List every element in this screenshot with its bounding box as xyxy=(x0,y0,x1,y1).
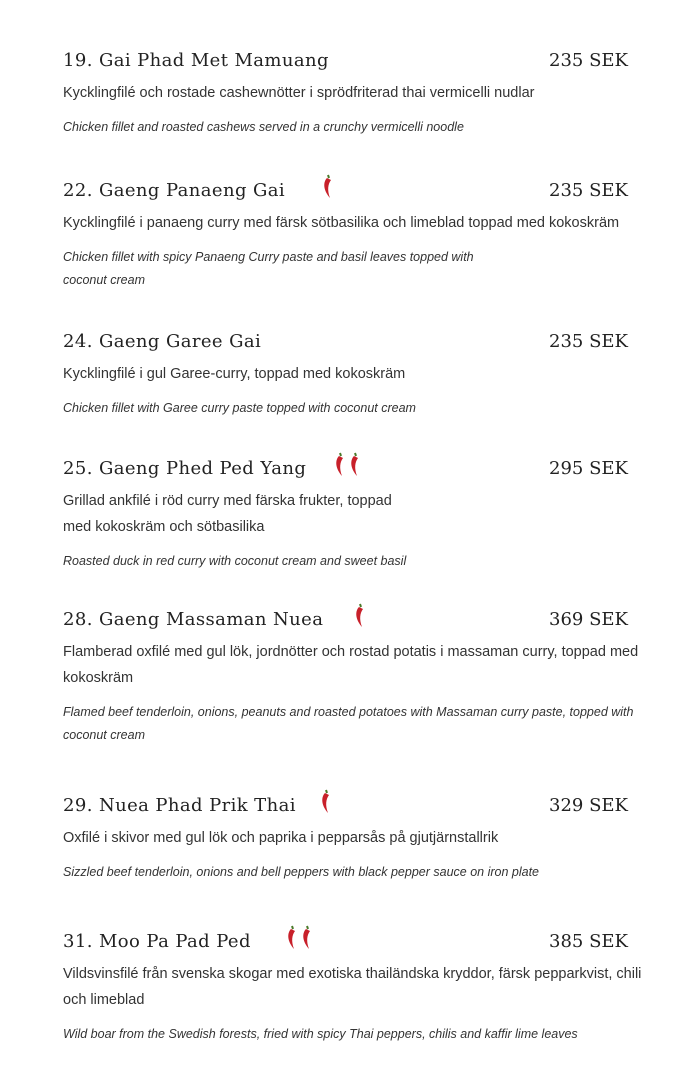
menu-item xyxy=(63,50,643,139)
menu-item xyxy=(63,931,643,1046)
description-swedish: Grillad ankfilé i röd curry med färska frukter, toppad med kokoskräm och sötbasilika xyxy=(63,493,392,535)
dish-price: 235 SEK xyxy=(549,50,628,71)
dish-price: 235 SEK xyxy=(549,180,628,201)
description-swedish: Flamberad oxfilé med gul lök, jordnötter och rostad potatis i massaman curry, toppad med kokoskräm xyxy=(63,644,639,686)
dish-price: 295 SEK xyxy=(549,458,628,479)
description-swedish: Kycklingfilé i gul Garee-curry, toppad med kokoskräm xyxy=(63,366,406,382)
dish-title: 28. Gaeng Massaman Nuea xyxy=(63,609,324,630)
description-english: Sizzled beef tenderloin, onions and bell peppers with black pepper sauce on iron plate xyxy=(63,865,540,879)
dish-title: 29. Nuea Phad Prik Thai xyxy=(63,795,296,816)
description-swedish: Kycklingfilé i panaeng curry med färsk sötbasilika och limeblad toppad med kokoskräm xyxy=(63,215,620,231)
chili-icon xyxy=(348,452,361,478)
description-english: Chicken fillet with spicy Panaeng Curry paste and basil leaves topped with coconut cream xyxy=(63,250,474,287)
menu-item xyxy=(63,458,643,573)
description-swedish: Kycklingfilé och rostade cashewnötter i sprödfriterad thai vermicelli nudlar xyxy=(63,85,535,101)
spice-level xyxy=(321,174,334,204)
chili-icon xyxy=(353,603,366,629)
description-english: Chicken fillet with Garee curry paste topped with coconut cream xyxy=(63,401,416,415)
spice-level xyxy=(319,789,332,819)
dish-title: 19. Gai Phad Met Mamuang xyxy=(63,50,329,71)
dish-price: 329 SEK xyxy=(549,795,628,816)
chili-icon xyxy=(321,174,334,200)
dish-title: 25. Gaeng Phed Ped Yang xyxy=(63,458,307,479)
description-swedish: Vildsvinsfilé från svenska skogar med exotiska thailändska kryddor, färsk pepparkvist, chili och limeblad xyxy=(63,966,642,1008)
spice-level xyxy=(353,603,366,633)
dish-price: 369 SEK xyxy=(549,609,628,630)
spice-level xyxy=(285,925,313,955)
description-english: Roasted duck in red curry with coconut cream and sweet basil xyxy=(63,554,407,568)
menu-item xyxy=(63,180,643,292)
chili-icon xyxy=(319,789,332,815)
description-english: Wild boar from the Swedish forests, fried with spicy Thai peppers, chilis and kaffir lime leaves xyxy=(63,1027,578,1041)
menu-item xyxy=(63,609,643,747)
menu-item xyxy=(63,331,643,420)
dish-price: 385 SEK xyxy=(549,931,628,952)
dish-title: 31. Moo Pa Pad Ped xyxy=(63,931,251,952)
description-swedish: Oxfilé i skivor med gul lök och paprika i pepparsås på gjutjärnstallrik xyxy=(63,830,499,846)
dish-title: 22. Gaeng Panaeng Gai xyxy=(63,180,286,201)
spice-level xyxy=(333,452,361,482)
description-english: Chicken fillet and roasted cashews served in a crunchy vermicelli noodle xyxy=(63,120,464,134)
description-english: Flamed beef tenderloin, onions, peanuts and roasted potatoes with Massaman curry paste, topped with coconut cream xyxy=(63,705,634,742)
chili-icon xyxy=(333,452,346,478)
chili-icon xyxy=(285,925,298,951)
menu-item xyxy=(63,795,643,884)
chili-icon xyxy=(300,925,313,951)
dish-price: 235 SEK xyxy=(549,331,628,352)
dish-title: 24. Gaeng Garee Gai xyxy=(63,331,262,352)
